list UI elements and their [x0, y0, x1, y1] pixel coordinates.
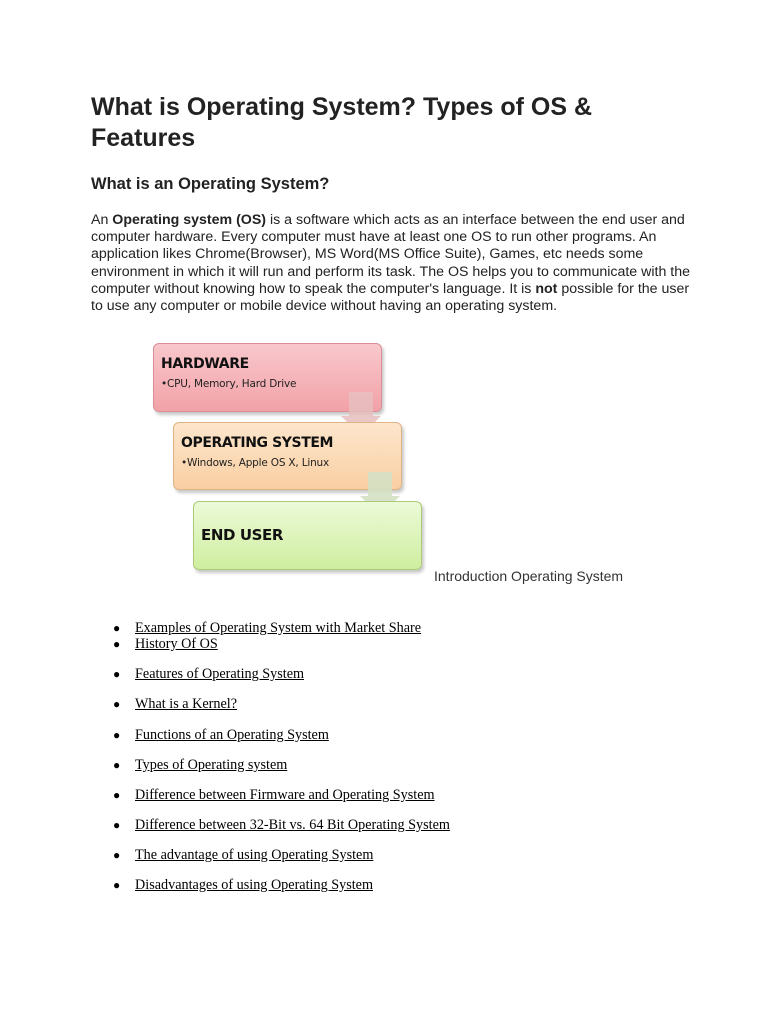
section-heading: What is an Operating System? [91, 175, 330, 193]
bullet-icon: ● [113, 621, 121, 635]
toc-item [113, 620, 421, 637]
down-arrow-icon [360, 472, 400, 518]
toc-item [113, 636, 218, 653]
toc-link-functions[interactable]: Functions of an Operating System [135, 727, 329, 743]
intro-text-2: is a software which acts as an interface between the end user and computer hardware. Every computer must have at least one OS to run other programs. An application likes Chrome(Browser), MS Word(MS Office Suite), Games, etc needs some environment in which it will run and perform its task. The OS helps you to communicate with the computer without knowing how to speak the computer's language. It is [91, 212, 691, 297]
page-title: What is Operating System? Types of OS & Features [91, 93, 593, 152]
operating-system-box [173, 422, 402, 490]
bullet-icon: ● [113, 788, 121, 802]
toc-item [113, 787, 435, 804]
toc-item [113, 666, 304, 683]
end-user-title: END USER [201, 526, 284, 544]
toc-item [113, 757, 287, 774]
operating-system-examples: •Windows, Apple OS X, Linux [181, 457, 329, 469]
bullet-icon: ● [113, 818, 121, 832]
intro-text-1: An [91, 212, 113, 228]
bullet-icon: ● [113, 667, 121, 681]
toc-link-history[interactable]: History Of OS [135, 636, 218, 652]
hardware-box [153, 343, 382, 412]
toc-link-examples[interactable]: Examples of Operating System with Market Share [135, 620, 422, 636]
bullet-icon: ● [113, 697, 121, 711]
intro-bold-os: Operating system (OS) [112, 212, 267, 228]
toc-link-firmware[interactable]: Difference between Firmware and Operating System [135, 787, 435, 803]
intro-paragraph [91, 212, 691, 315]
diagram-caption: Introduction Operating System [434, 568, 624, 584]
toc-item [113, 847, 373, 864]
toc-item [113, 817, 450, 834]
toc-item [113, 877, 373, 894]
operating-system-title: OPERATING SYSTEM [181, 435, 334, 451]
bullet-icon: ● [113, 848, 121, 862]
intro-text-3: possible for the user to use any computer or mobile device without having an operating system. [91, 280, 690, 315]
toc-link-disadvantages[interactable]: Disadvantages of using Operating System [135, 877, 373, 893]
bullet-icon: ● [113, 637, 121, 651]
end-user-box [193, 501, 422, 570]
hardware-examples: •CPU, Memory, Hard Drive [161, 378, 297, 390]
toc-link-types[interactable]: Types of Operating system [135, 757, 288, 773]
toc-link-32-64-bit[interactable]: Difference between 32-Bit vs. 64 Bit Operating System [135, 817, 450, 833]
bullet-icon: ● [113, 878, 121, 892]
toc-item [113, 696, 237, 713]
toc-item [113, 727, 329, 744]
toc-link-kernel[interactable]: What is a Kernel? [135, 696, 238, 712]
toc-link-features[interactable]: Features of Operating System [135, 666, 305, 682]
bullet-icon: ● [113, 758, 121, 772]
down-arrow-icon [341, 392, 381, 438]
bullet-icon: ● [113, 728, 121, 742]
toc-link-advantage[interactable]: The advantage of using Operating System [135, 847, 374, 863]
intro-bold-not: not [535, 280, 558, 297]
hardware-title: HARDWARE [161, 356, 249, 372]
